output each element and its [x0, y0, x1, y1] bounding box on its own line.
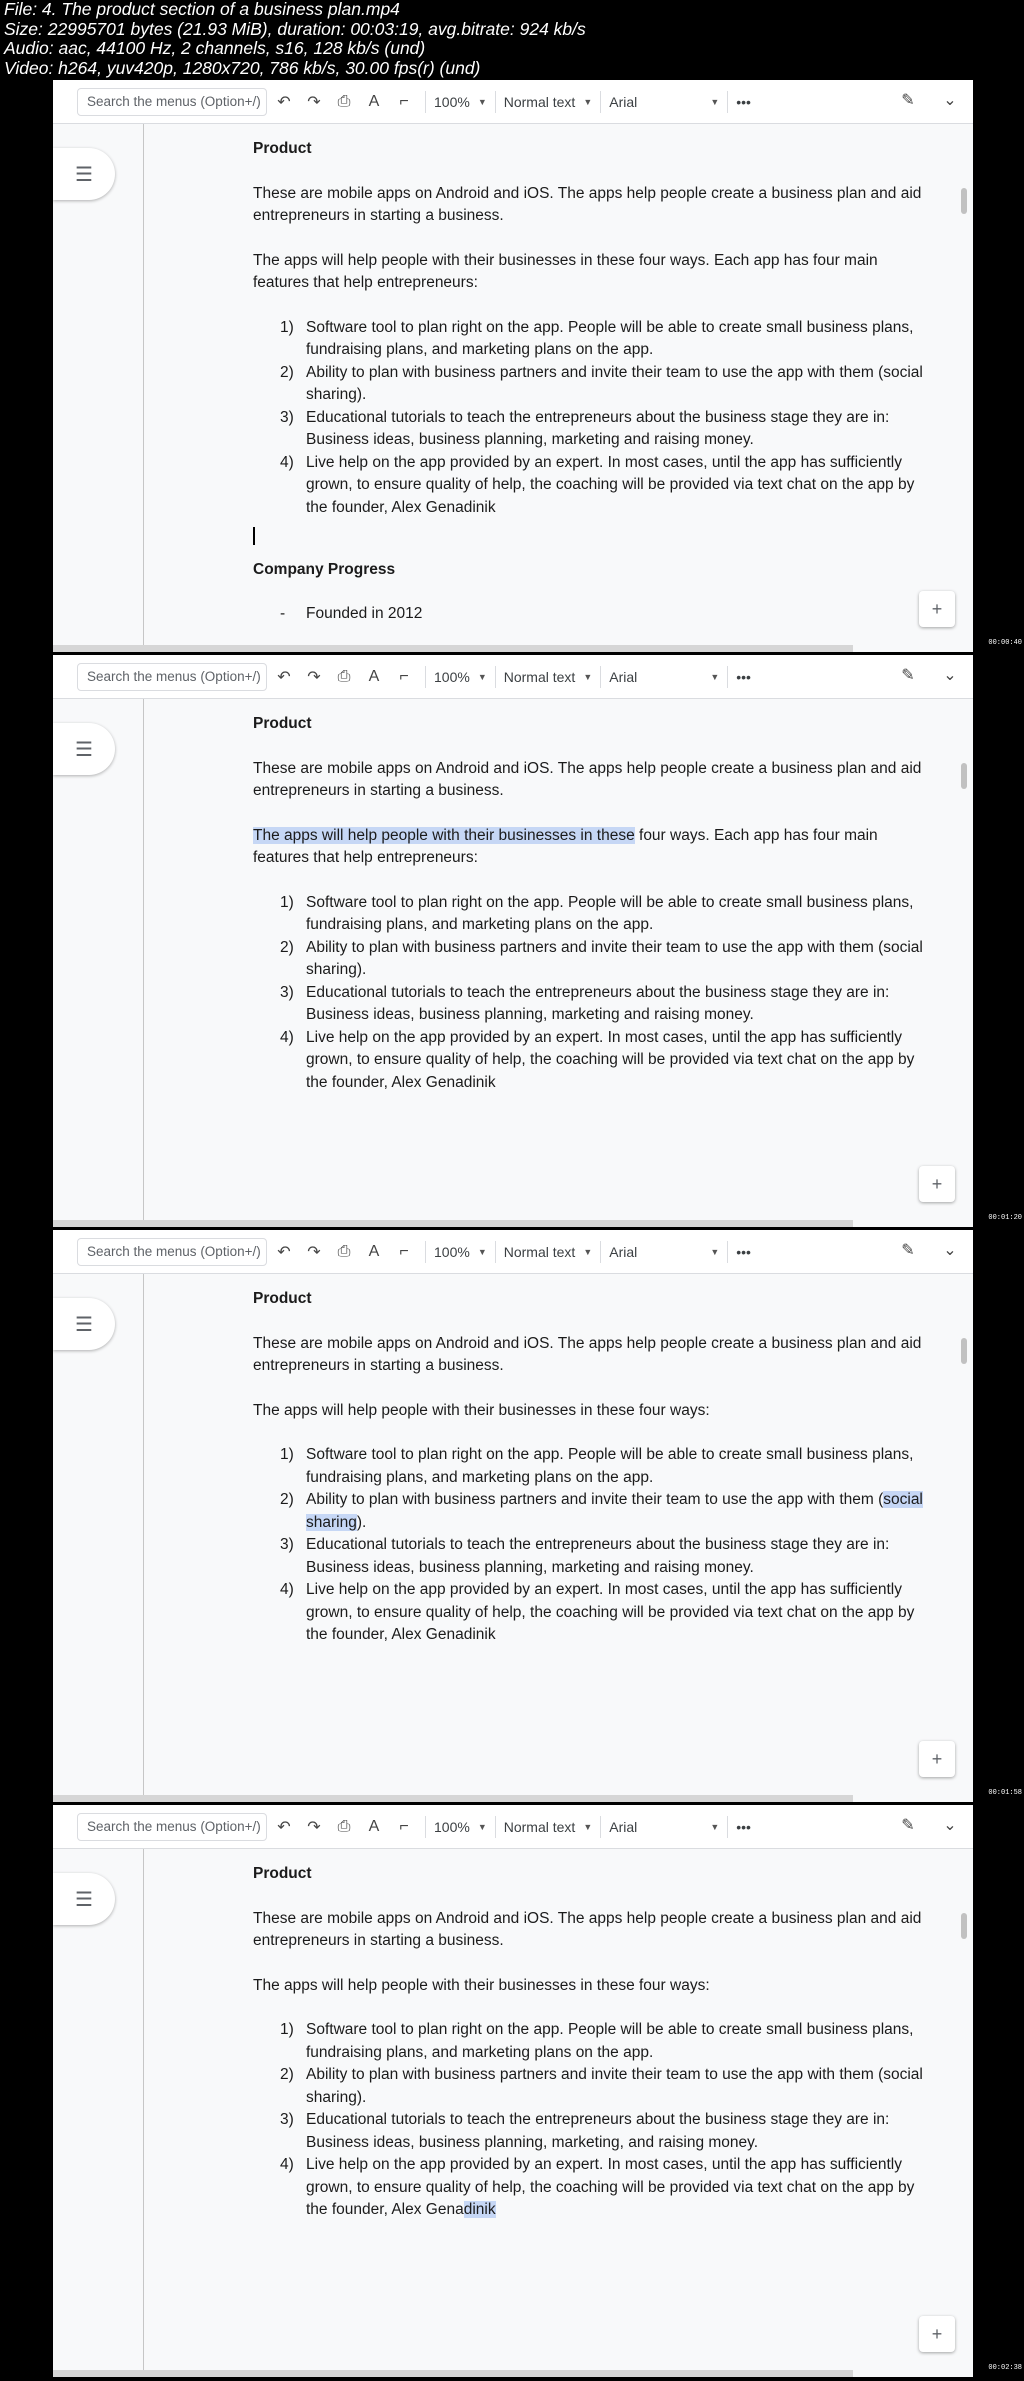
- undo-icon[interactable]: ↶: [277, 1243, 291, 1261]
- paint-format-icon[interactable]: ⌐: [399, 1242, 409, 1260]
- collapse-icon[interactable]: ⌄: [943, 1242, 957, 1259]
- redo-icon[interactable]: ↷: [307, 1818, 321, 1836]
- page-left-edge: [143, 124, 144, 655]
- font-select[interactable]: [609, 1819, 719, 1835]
- print-icon[interactable]: ⎙: [337, 667, 351, 685]
- document-body[interactable]: [253, 1288, 933, 1647]
- search-menus-input[interactable]: Search the menus (Option+/): [77, 663, 267, 691]
- list-item-text: Live help on the app provided by an expert. In most cases, until the app has sufficiently grown, to ensure quality of help, the coaching will be provided via text chat on the app by the founder, Alex Genadinik: [306, 1028, 915, 1091]
- list-item: [253, 2109, 933, 2154]
- add-comment-icon[interactable]: +: [919, 2316, 955, 2352]
- ways-paragraph: [253, 825, 933, 870]
- undo-icon[interactable]: ↶: [277, 1818, 291, 1836]
- list-item-text: Ability to plan with business partners and invite their team to use the app with them (social sharing).: [306, 363, 923, 403]
- intro-paragraph: These are mobile apps on Android and iOS. The apps help people create a business plan and aid entrepreneurs in starting a business.: [253, 1334, 922, 1374]
- toolbar-divider: [495, 666, 496, 688]
- scrollbar-thumb[interactable]: [961, 763, 967, 789]
- docs-window: [53, 80, 973, 655]
- zoom-select[interactable]: [434, 669, 487, 685]
- feature-list: [253, 2019, 933, 2222]
- company-progress-heading: Company Progress: [253, 560, 396, 578]
- chevron-down-icon: ▼: [710, 1246, 720, 1257]
- document-outline-icon[interactable]: ☰: [53, 1873, 115, 1925]
- add-comment-icon[interactable]: +: [919, 1166, 955, 1202]
- chevron-down-icon: ▼: [477, 96, 487, 107]
- undo-icon[interactable]: ↶: [277, 93, 291, 111]
- scrollbar-thumb[interactable]: [961, 188, 967, 214]
- list-item: [253, 1534, 933, 1579]
- selected-text: The apps will help people with their businesses in these: [253, 826, 635, 844]
- list-item: [253, 362, 933, 407]
- list-item: [253, 2019, 933, 2064]
- ways-paragraph: The apps will help people with their businesses in these four ways:: [253, 1401, 710, 1419]
- list-item-text: Educational tutorials to teach the entrepreneurs about the business stage they are in: Business ideas, business planning, marketing and raising money.: [306, 1536, 890, 1576]
- toolbar-divider: [425, 91, 426, 113]
- list-number: 4): [280, 1581, 294, 1598]
- list-item-text: ).: [356, 1513, 367, 1531]
- spellcheck-icon[interactable]: A: [368, 92, 380, 110]
- meta-audio: Audio: aac, 44100 Hz, 2 channels, s16, 128 kb/s (und): [4, 38, 426, 58]
- list-number: 4): [280, 453, 294, 471]
- zoom-select[interactable]: [434, 1244, 487, 1260]
- docs-window: [53, 655, 973, 1230]
- frame-4: [0, 1805, 1024, 2380]
- video-metadata: [4, 0, 1004, 80]
- scrollbar-thumb[interactable]: [961, 1913, 967, 1939]
- chevron-down-icon: ▼: [710, 1821, 720, 1832]
- document-outline-icon[interactable]: ☰: [53, 1298, 115, 1350]
- list-item: [253, 892, 933, 937]
- docs-window: [53, 1805, 973, 2380]
- frame-timestamp: 00:00:40: [988, 639, 1022, 647]
- frame-timestamp: 00:02:38: [988, 2364, 1022, 2372]
- meta-size: Size: 22995701 bytes (21.93 MiB), duration: 00:03:19, avg.bitrate: 924 kb/s: [4, 18, 586, 39]
- intro-paragraph: These are mobile apps on Android and iOS. The apps help people create a business plan and aid entrepreneurs in starting a business.: [253, 1909, 922, 1949]
- zoom-value: 100%: [434, 1818, 470, 1835]
- list-number: 1): [280, 2021, 294, 2038]
- edit-mode-icon[interactable]: ✎: [901, 92, 915, 109]
- frame-2: [0, 655, 1024, 1230]
- bullet-dash: -: [280, 605, 286, 622]
- horizontal-scrollbar[interactable]: [53, 1220, 853, 1227]
- toolbar-divider: [495, 1816, 496, 1838]
- selected-text: social sharing: [306, 1491, 923, 1531]
- section-title: Product: [253, 715, 312, 732]
- font-value: Arial: [609, 1243, 638, 1260]
- frame-timestamp: 00:01:20: [988, 1214, 1022, 1222]
- list-item: [253, 1579, 933, 1647]
- list-item-text: Educational tutorials to teach the entrepreneurs about the business stage they are in: Business ideas, business planning, marketing, and raising money.: [306, 2111, 890, 2151]
- redo-icon[interactable]: ↷: [307, 1243, 321, 1261]
- toolbar-right: [891, 665, 963, 685]
- page-left-edge: [143, 1849, 144, 2380]
- style-value: Normal text: [503, 1818, 576, 1835]
- list-item: [253, 452, 933, 520]
- feature-list: [253, 1444, 933, 1647]
- document-body[interactable]: [253, 713, 933, 1094]
- list-item-text: Software tool to plan right on the app. People will be able to create small business plans, fundraising plans, and marketing plans on the app.: [306, 2021, 914, 2061]
- list-item: [253, 937, 933, 982]
- search-menus-input[interactable]: Search the menus (Option+/): [77, 1238, 267, 1266]
- list-item-text: Live help on the app provided by an expert. In most cases, until the app has sufficiently grown, to ensure quality of help, the coaching will be provided via text chat on the app by the founder, Alex Genadinik: [306, 453, 915, 516]
- spellcheck-icon[interactable]: A: [368, 1817, 380, 1835]
- horizontal-scrollbar[interactable]: [53, 645, 853, 652]
- toolbar-divider: [600, 91, 601, 113]
- toolbar-divider: [727, 666, 728, 688]
- list-item: [253, 1489, 933, 1534]
- selected-text: dinik: [463, 2201, 496, 2218]
- document-outline-icon[interactable]: ☰: [53, 148, 115, 200]
- zoom-value: 100%: [434, 93, 470, 110]
- list-number: 1): [280, 893, 294, 911]
- toolbar-right: [891, 1815, 963, 1835]
- add-comment-icon[interactable]: +: [919, 1741, 955, 1777]
- more-button[interactable]: •••: [736, 1243, 751, 1260]
- list-number: 3): [280, 1536, 294, 1553]
- style-select[interactable]: [504, 1819, 593, 1835]
- chevron-down-icon: ▼: [710, 96, 720, 107]
- zoom-select[interactable]: [434, 1819, 487, 1835]
- collapse-icon[interactable]: ⌄: [943, 92, 957, 109]
- frame-timestamp: 00:01:58: [988, 1789, 1022, 1797]
- toolbar: [53, 80, 973, 124]
- more-button[interactable]: •••: [736, 1818, 751, 1835]
- spellcheck-icon[interactable]: A: [368, 667, 380, 685]
- page-left-edge: [143, 699, 144, 1230]
- style-value: Normal text: [503, 668, 576, 685]
- style-select[interactable]: [504, 94, 593, 110]
- chevron-down-icon: ▼: [477, 1821, 487, 1832]
- list-number: 3): [280, 408, 294, 426]
- chevron-down-icon: ▼: [477, 1246, 487, 1257]
- toolbar: [53, 1230, 973, 1274]
- toolbar-divider: [727, 91, 728, 113]
- toolbar-divider: [600, 1241, 601, 1263]
- toolbar-divider: [425, 1816, 426, 1838]
- list-number: 3): [280, 983, 294, 1001]
- ways-paragraph: The apps will help people with their businesses in these four ways. Each app has four main features that help entrepreneurs:: [253, 251, 878, 291]
- list-item: [253, 982, 933, 1027]
- style-value: Normal text: [503, 1243, 576, 1260]
- list-number: 3): [280, 2111, 294, 2128]
- list-item-text: Software tool to plan right on the app. People will be able to create small business plans, fundraising plans, and marketing plans on the app.: [306, 1446, 914, 1486]
- list-item: [253, 317, 933, 362]
- print-icon[interactable]: ⎙: [337, 1817, 351, 1835]
- meta-file: File: 4. The product section of a business plan.mp4: [4, 0, 400, 19]
- list-number: 2): [280, 1491, 294, 1508]
- zoom-value: 100%: [434, 668, 470, 685]
- list-item-text: Ability to plan with business partners and invite their team to use the app with them (social sharing).: [306, 938, 923, 978]
- progress-bullet: [253, 603, 933, 626]
- frame-1: [0, 80, 1024, 655]
- list-number: 2): [280, 2066, 294, 2083]
- section-title: Product: [253, 1290, 312, 1307]
- list-number: 1): [280, 318, 294, 336]
- list-item-text: Software tool to plan right on the app. People will be able to create small business plans, fundraising plans, and marketing plans on the app.: [306, 893, 914, 933]
- search-menus-input[interactable]: Search the menus (Option+/): [77, 88, 267, 116]
- feature-list: [253, 317, 933, 520]
- chevron-down-icon: ▼: [477, 671, 487, 682]
- list-item: [253, 407, 933, 452]
- edit-mode-icon[interactable]: ✎: [901, 1817, 915, 1834]
- toolbar-divider: [727, 1816, 728, 1838]
- list-item-text: Educational tutorials to teach the entrepreneurs about the business stage they are in: Business ideas, business planning, marketing and raising money.: [306, 408, 890, 448]
- list-item-text: Live help on the app provided by an expert. In most cases, until the app has sufficiently grown, to ensure quality of help, the coaching will be provided via text chat on the app by the founder, Alex Gena: [306, 2156, 915, 2218]
- list-item-text: Educational tutorials to teach the entrepreneurs about the business stage they are in: Business ideas, business planning, marketing and raising money.: [306, 983, 890, 1023]
- chevron-down-icon: ▼: [583, 1821, 593, 1832]
- horizontal-scrollbar[interactable]: [53, 1795, 853, 1802]
- collapse-icon[interactable]: ⌄: [943, 1817, 957, 1834]
- frame-3: [0, 1230, 1024, 1805]
- page-left-edge: [143, 1274, 144, 1805]
- zoom-value: 100%: [434, 1243, 470, 1260]
- document-body[interactable]: [253, 1863, 933, 2222]
- font-select[interactable]: [609, 94, 719, 110]
- spellcheck-icon[interactable]: A: [368, 1242, 380, 1260]
- paint-format-icon[interactable]: ⌐: [399, 92, 409, 110]
- section-title: Product: [253, 140, 312, 157]
- toolbar-divider: [425, 1241, 426, 1263]
- paint-format-icon[interactable]: ⌐: [399, 667, 409, 685]
- intro-paragraph: These are mobile apps on Android and iOS. The apps help people create a business plan and aid entrepreneurs in starting a business.: [253, 184, 922, 224]
- list-number: 2): [280, 363, 294, 381]
- collapse-icon[interactable]: ⌄: [943, 667, 957, 684]
- chevron-down-icon: ▼: [583, 1246, 593, 1257]
- docs-window: [53, 1230, 973, 1805]
- list-item: [253, 1027, 933, 1095]
- toolbar-divider: [495, 1241, 496, 1263]
- toolbar-divider: [600, 666, 601, 688]
- print-icon[interactable]: ⎙: [337, 1242, 351, 1260]
- chevron-down-icon: ▼: [583, 671, 593, 682]
- style-select[interactable]: [504, 669, 593, 685]
- horizontal-scrollbar[interactable]: [53, 2370, 853, 2377]
- redo-icon[interactable]: ↷: [307, 93, 321, 111]
- more-button[interactable]: •••: [736, 93, 751, 110]
- bullet-text: Founded in 2012: [306, 605, 423, 622]
- list-item: [253, 2064, 933, 2109]
- intro-paragraph: These are mobile apps on Android and iOS. The apps help people create a business plan and aid entrepreneurs in starting a business.: [253, 759, 922, 799]
- toolbar-divider: [727, 1241, 728, 1263]
- document-outline-icon[interactable]: ☰: [53, 723, 115, 775]
- add-comment-icon[interactable]: +: [919, 591, 955, 627]
- chevron-down-icon: ▼: [583, 96, 593, 107]
- edit-mode-icon[interactable]: ✎: [901, 1242, 915, 1259]
- style-select[interactable]: [504, 1244, 593, 1260]
- more-button[interactable]: •••: [736, 668, 751, 685]
- font-select[interactable]: [609, 669, 719, 685]
- edit-mode-icon[interactable]: ✎: [901, 667, 915, 684]
- search-menus-input[interactable]: Search the menus (Option+/): [77, 1813, 267, 1841]
- font-value: Arial: [609, 1818, 638, 1835]
- meta-video: Video: h264, yuv420p, 1280x720, 786 kb/s, 30.00 fps(r) (und): [4, 57, 481, 78]
- list-item: [253, 2154, 933, 2222]
- redo-icon[interactable]: ↷: [307, 668, 321, 686]
- toolbar: [53, 655, 973, 699]
- list-number: 4): [280, 1028, 294, 1046]
- undo-icon[interactable]: ↶: [277, 668, 291, 686]
- ways-text: four ways. Each app has four main features that help entrepreneurs:: [253, 826, 878, 866]
- font-value: Arial: [609, 668, 638, 685]
- section-title: Product: [253, 1865, 312, 1882]
- font-value: Arial: [609, 93, 638, 110]
- text-cursor: [253, 519, 933, 553]
- style-value: Normal text: [503, 93, 576, 110]
- document-body[interactable]: [253, 138, 933, 626]
- toolbar-right: [891, 1240, 963, 1260]
- list-number: 4): [280, 2156, 294, 2173]
- list-item-text: Ability to plan with business partners and invite their team to use the app with them (social sharing).: [306, 2066, 923, 2106]
- print-icon[interactable]: ⎙: [337, 92, 351, 110]
- list-item: [253, 1444, 933, 1489]
- toolbar: [53, 1805, 973, 1849]
- list-item-text: Ability to plan with business partners and invite their team to use the app with them (: [306, 1491, 884, 1508]
- ways-paragraph: The apps will help people with their businesses in these four ways:: [253, 1976, 710, 1994]
- toolbar-divider: [600, 1816, 601, 1838]
- font-select[interactable]: [609, 1244, 719, 1260]
- chevron-down-icon: ▼: [710, 671, 720, 682]
- list-number: 2): [280, 938, 294, 956]
- scrollbar-thumb[interactable]: [961, 1338, 967, 1364]
- zoom-select[interactable]: [434, 94, 487, 110]
- list-item-text: Software tool to plan right on the app. People will be able to create small business plans, fundraising plans, and marketing plans on the app.: [306, 318, 914, 358]
- list-number: 1): [280, 1446, 294, 1463]
- toolbar-divider: [495, 91, 496, 113]
- toolbar-right: [891, 90, 963, 110]
- paint-format-icon[interactable]: ⌐: [399, 1817, 409, 1835]
- toolbar-divider: [425, 666, 426, 688]
- feature-list: [253, 892, 933, 1095]
- list-item-text: Live help on the app provided by an expert. In most cases, until the app has sufficiently grown, to ensure quality of help, the coaching will be provided via text chat on the app by the founder, Alex Genadinik: [306, 1581, 915, 1643]
